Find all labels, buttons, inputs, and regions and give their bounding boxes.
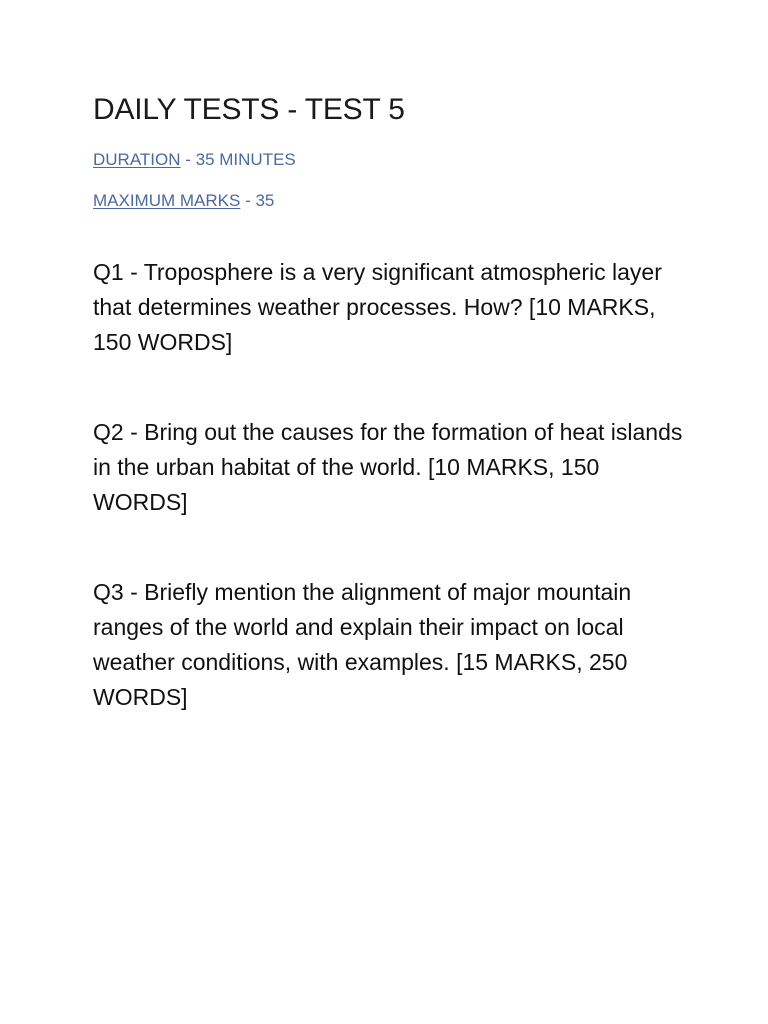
question-1: Q1 - Troposphere is a very significant atmospheric layer that determines weather processes. How? [10 MARKS, 150 WORDS]: [93, 259, 662, 355]
maximum-marks-link[interactable]: MAXIMUM MARKS: [93, 191, 241, 210]
duration-value: - 35 MINUTES: [180, 150, 296, 169]
maximum-marks-value: - 35: [240, 191, 275, 210]
duration-line: [93, 148, 693, 172]
question-2: Q2 - Bring out the causes for the formation of heat islands in the urban habitat of the world. [10 MARKS, 150 WORDS]: [93, 419, 683, 515]
document-page: [93, 88, 693, 715]
maximum-marks-line: [93, 189, 693, 213]
page-title: DAILY TESTS - TEST 5: [93, 93, 405, 126]
duration-link[interactable]: DURATION: [93, 150, 181, 169]
question-3: Q3 - Briefly mention the alignment of major mountain ranges of the world and explain their impact on local weather conditions, with examples. [15 MARKS, 250 WORDS]: [93, 579, 632, 710]
